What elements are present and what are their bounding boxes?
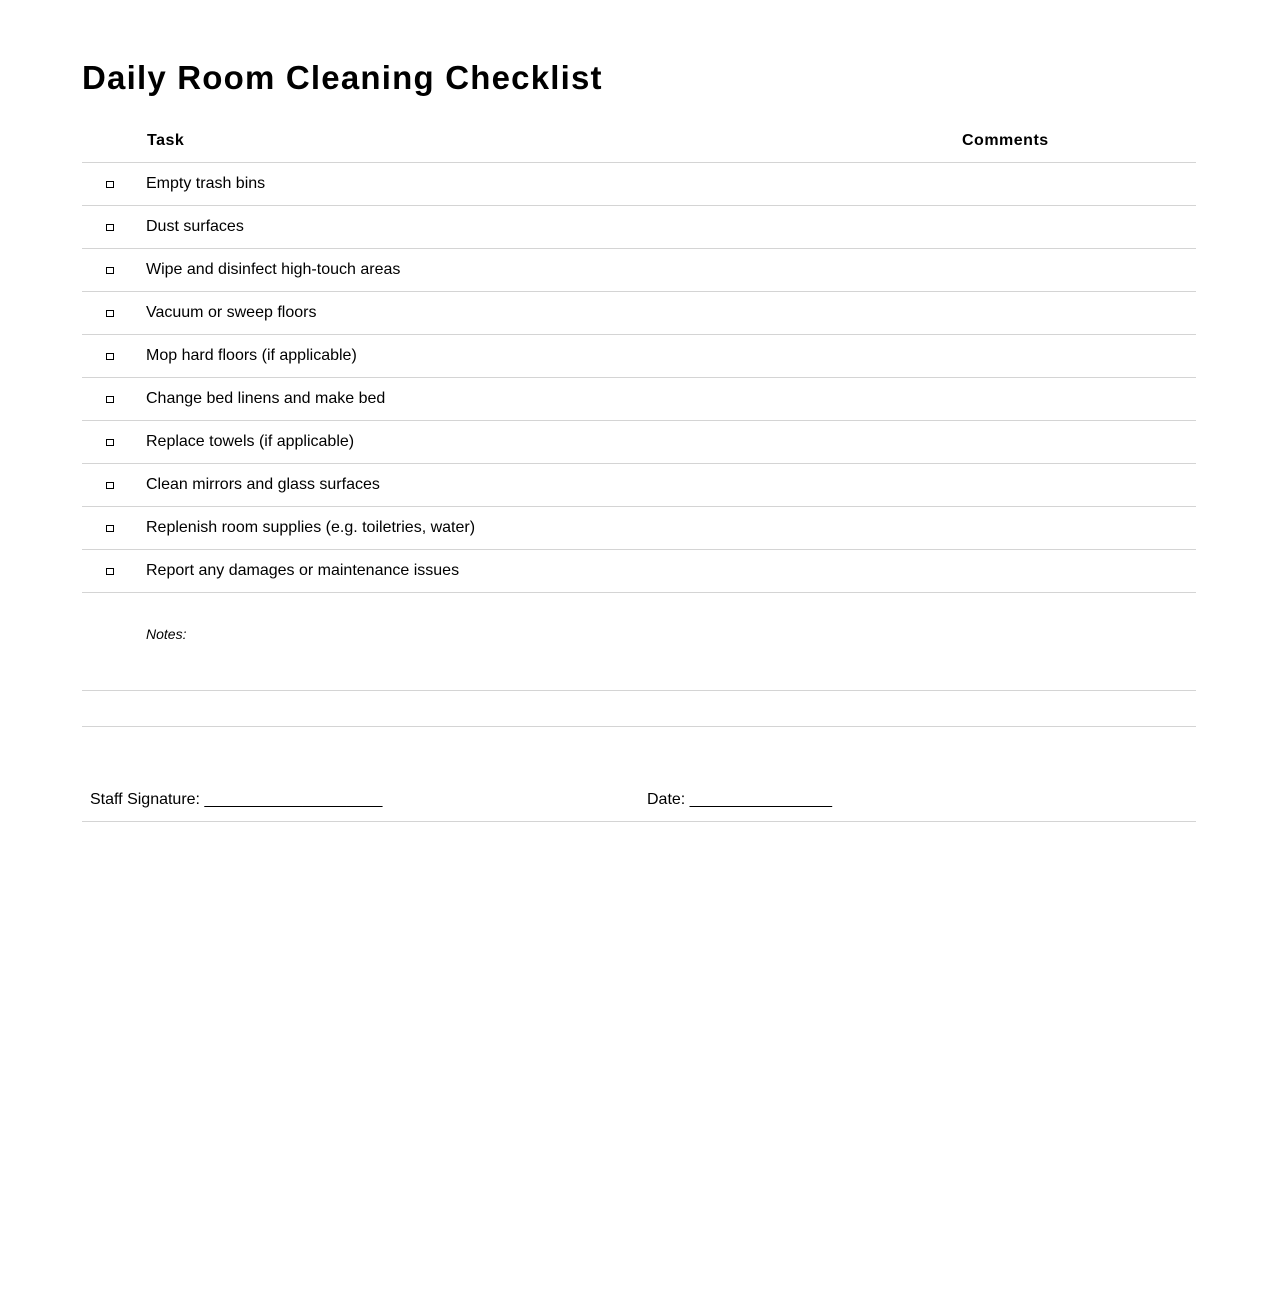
table-row [82,206,1196,249]
task-label: Mop hard floors (if applicable) [146,347,357,364]
notes-blank-line[interactable] [82,691,1196,727]
table-row [82,335,1196,378]
comment-field[interactable] [960,296,1190,330]
checkbox-icon[interactable] [106,224,114,231]
checkbox-icon[interactable] [106,267,114,274]
table-row [82,421,1196,464]
checkbox-icon[interactable] [106,568,114,575]
checkbox-icon[interactable] [106,525,114,532]
checkbox-icon[interactable] [106,439,114,446]
comment-field[interactable] [960,554,1190,588]
comment-field[interactable] [960,339,1190,373]
comment-field[interactable] [960,382,1190,416]
task-column-header: Task [147,132,185,149]
table-row [82,249,1196,292]
comment-field[interactable] [960,425,1190,459]
table-row [82,163,1196,206]
checkbox-icon[interactable] [106,353,114,360]
task-label: Empty trash bins [146,175,266,192]
notes-label: Notes: [146,626,187,642]
checkbox-icon[interactable] [106,396,114,403]
task-label: Replace towels (if applicable) [146,433,355,450]
notes-row [82,593,1196,691]
table-row [82,378,1196,421]
task-label: Clean mirrors and glass surfaces [146,476,380,493]
comment-field[interactable] [960,253,1190,287]
signature-row [82,727,1196,822]
comment-field[interactable] [960,468,1190,502]
table-body [82,163,1196,593]
notes-field[interactable] [146,648,1186,686]
date-field[interactable]: Date: ________________ [647,791,833,808]
task-label: Change bed linens and make bed [146,390,386,407]
task-label: Dust surfaces [146,218,244,235]
task-label: Replenish room supplies (e.g. toiletries, water) [146,519,476,536]
table-row [82,292,1196,335]
checkbox-icon[interactable] [106,310,114,317]
task-label: Vacuum or sweep floors [146,304,317,321]
task-label: Report any damages or maintenance issues [146,562,460,579]
page-title: Daily Room Cleaning Checklist [82,59,603,96]
table-row [82,550,1196,593]
table-row [82,464,1196,507]
table-header-row [82,120,1196,163]
checklist-table [82,120,1196,822]
comment-field[interactable] [960,210,1190,244]
task-label: Wipe and disinfect high-touch areas [146,261,401,278]
table-row [82,507,1196,550]
staff-signature-field[interactable]: Staff Signature: ____________________ [90,791,383,808]
comments-column-header: Comments [962,132,1049,149]
checkbox-icon[interactable] [106,181,114,188]
checkbox-icon[interactable] [106,482,114,489]
comment-field[interactable] [960,511,1190,545]
comment-field[interactable] [960,167,1190,201]
